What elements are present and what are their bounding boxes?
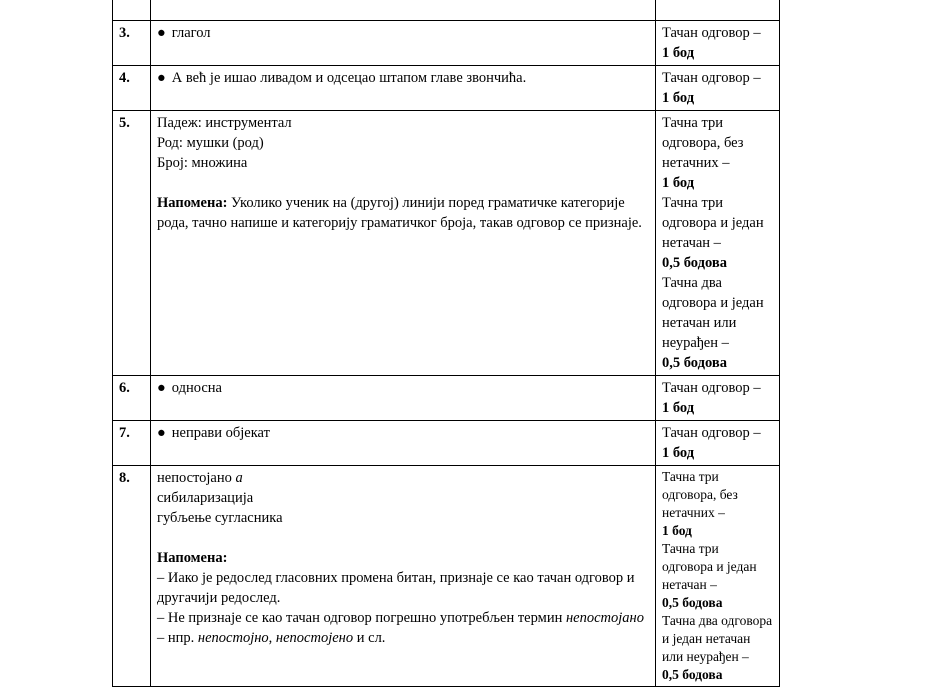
note-part: – нпр. xyxy=(157,630,198,646)
note-text: Уколико ученик на (другој) линији поред граматичке категорије рода, тачно напише и категорију граматичког броја, такав одговор се признаје. xyxy=(157,195,642,231)
bullet-icon: ● xyxy=(157,70,166,86)
answer-text: А већ је ишао ливадом и одсецао штапом главе звончића. xyxy=(171,70,527,86)
answer-cell xyxy=(151,0,656,21)
note-title: Напомена: xyxy=(157,550,228,566)
answer-text: непостојано xyxy=(157,470,236,486)
answer-cell xyxy=(151,21,656,66)
bullet-icon: ● xyxy=(157,25,166,41)
answer-italic: а xyxy=(235,470,243,486)
row-number: 5. xyxy=(113,111,151,376)
answer-text: неправи објекат xyxy=(171,425,270,441)
answer-cell xyxy=(151,466,656,687)
score-points: 1 бод xyxy=(662,90,695,106)
note-italic: непостојно xyxy=(197,630,269,646)
note-paragraph xyxy=(157,193,649,233)
table-row-5 xyxy=(113,111,780,376)
score-cell xyxy=(656,421,780,466)
score-text: Тачан одговор – xyxy=(662,380,761,396)
score-cell xyxy=(656,66,780,111)
score-points: 0,5 бодова xyxy=(662,255,727,271)
bullet-icon: ● xyxy=(157,380,166,396)
score-text: Тачна два одговора и један нетачан или неурађен – xyxy=(662,275,764,351)
note-italic: непостојено xyxy=(275,630,354,646)
score-text: Тачан одговор – xyxy=(662,425,761,441)
score-cell xyxy=(656,21,780,66)
score-cell xyxy=(656,466,780,687)
table-row-8 xyxy=(113,466,780,687)
row-number: 3. xyxy=(113,21,151,66)
table-row-top xyxy=(113,0,780,21)
score-points: 1 бод xyxy=(662,445,695,461)
answer-key-table xyxy=(112,0,780,687)
score-text: Тачна три одговора и један нетачан – xyxy=(662,541,757,592)
score-text: Тачна три одговора и један нетачан – xyxy=(662,195,764,251)
score-points: 0,5 бодова xyxy=(662,667,723,682)
score-text: Тачан одговор – xyxy=(662,25,761,41)
answer-cell xyxy=(151,66,656,111)
score-text: Тачна три одговора, без нетачних – xyxy=(662,469,738,520)
row-number: 6. xyxy=(113,376,151,421)
note-part: и сл. xyxy=(353,630,386,646)
answer-line xyxy=(157,468,649,488)
row-number: 8. xyxy=(113,466,151,687)
answer-line: сибиларизација xyxy=(157,490,254,506)
score-text: Тачан одговор – xyxy=(662,70,761,86)
answer-cell xyxy=(151,376,656,421)
score-cell xyxy=(656,376,780,421)
row-number: 4. xyxy=(113,66,151,111)
answer-line: Број: множина xyxy=(157,155,248,171)
answer-line: Род: мушки (род) xyxy=(157,135,264,151)
table-row-7 xyxy=(113,421,780,466)
score-text: Тачна три одговора, без нетачних – xyxy=(662,115,744,171)
score-cell xyxy=(656,0,780,21)
score-points: 0,5 бодова xyxy=(662,355,727,371)
row-number-cell xyxy=(113,0,151,21)
score-points: 1 бод xyxy=(662,175,695,191)
answer-text: односна xyxy=(171,380,222,396)
score-points: 1 бод xyxy=(662,45,695,61)
note-title: Напомена: xyxy=(157,195,228,211)
score-text: Тачна два одговора и један нетачан или неурађен – xyxy=(662,613,773,664)
table-row-4 xyxy=(113,66,780,111)
answer-line: губљење сугласника xyxy=(157,510,283,526)
table-row-6 xyxy=(113,376,780,421)
score-points: 1 бод xyxy=(662,523,692,538)
score-points: 1 бод xyxy=(662,400,695,416)
note-part: , xyxy=(268,630,276,646)
answer-line: Падеж: инструментал xyxy=(157,115,292,131)
note-italic: непостојано xyxy=(565,610,644,626)
note-text: – Иако је редослед гласовних промена битан, признаје се као тачан одговор и другачији редослед. xyxy=(157,570,635,606)
note-text xyxy=(157,608,649,648)
answer-cell xyxy=(151,111,656,376)
score-cell xyxy=(656,111,780,376)
answer-cell xyxy=(151,421,656,466)
answer-text: глагол xyxy=(171,25,211,41)
row-number: 7. xyxy=(113,421,151,466)
note-part: – Не признаје се као тачан одговор погрешно употребљен термин xyxy=(157,610,566,626)
table-row-3 xyxy=(113,21,780,66)
score-points: 0,5 бодова xyxy=(662,595,723,610)
bullet-icon: ● xyxy=(157,425,166,441)
